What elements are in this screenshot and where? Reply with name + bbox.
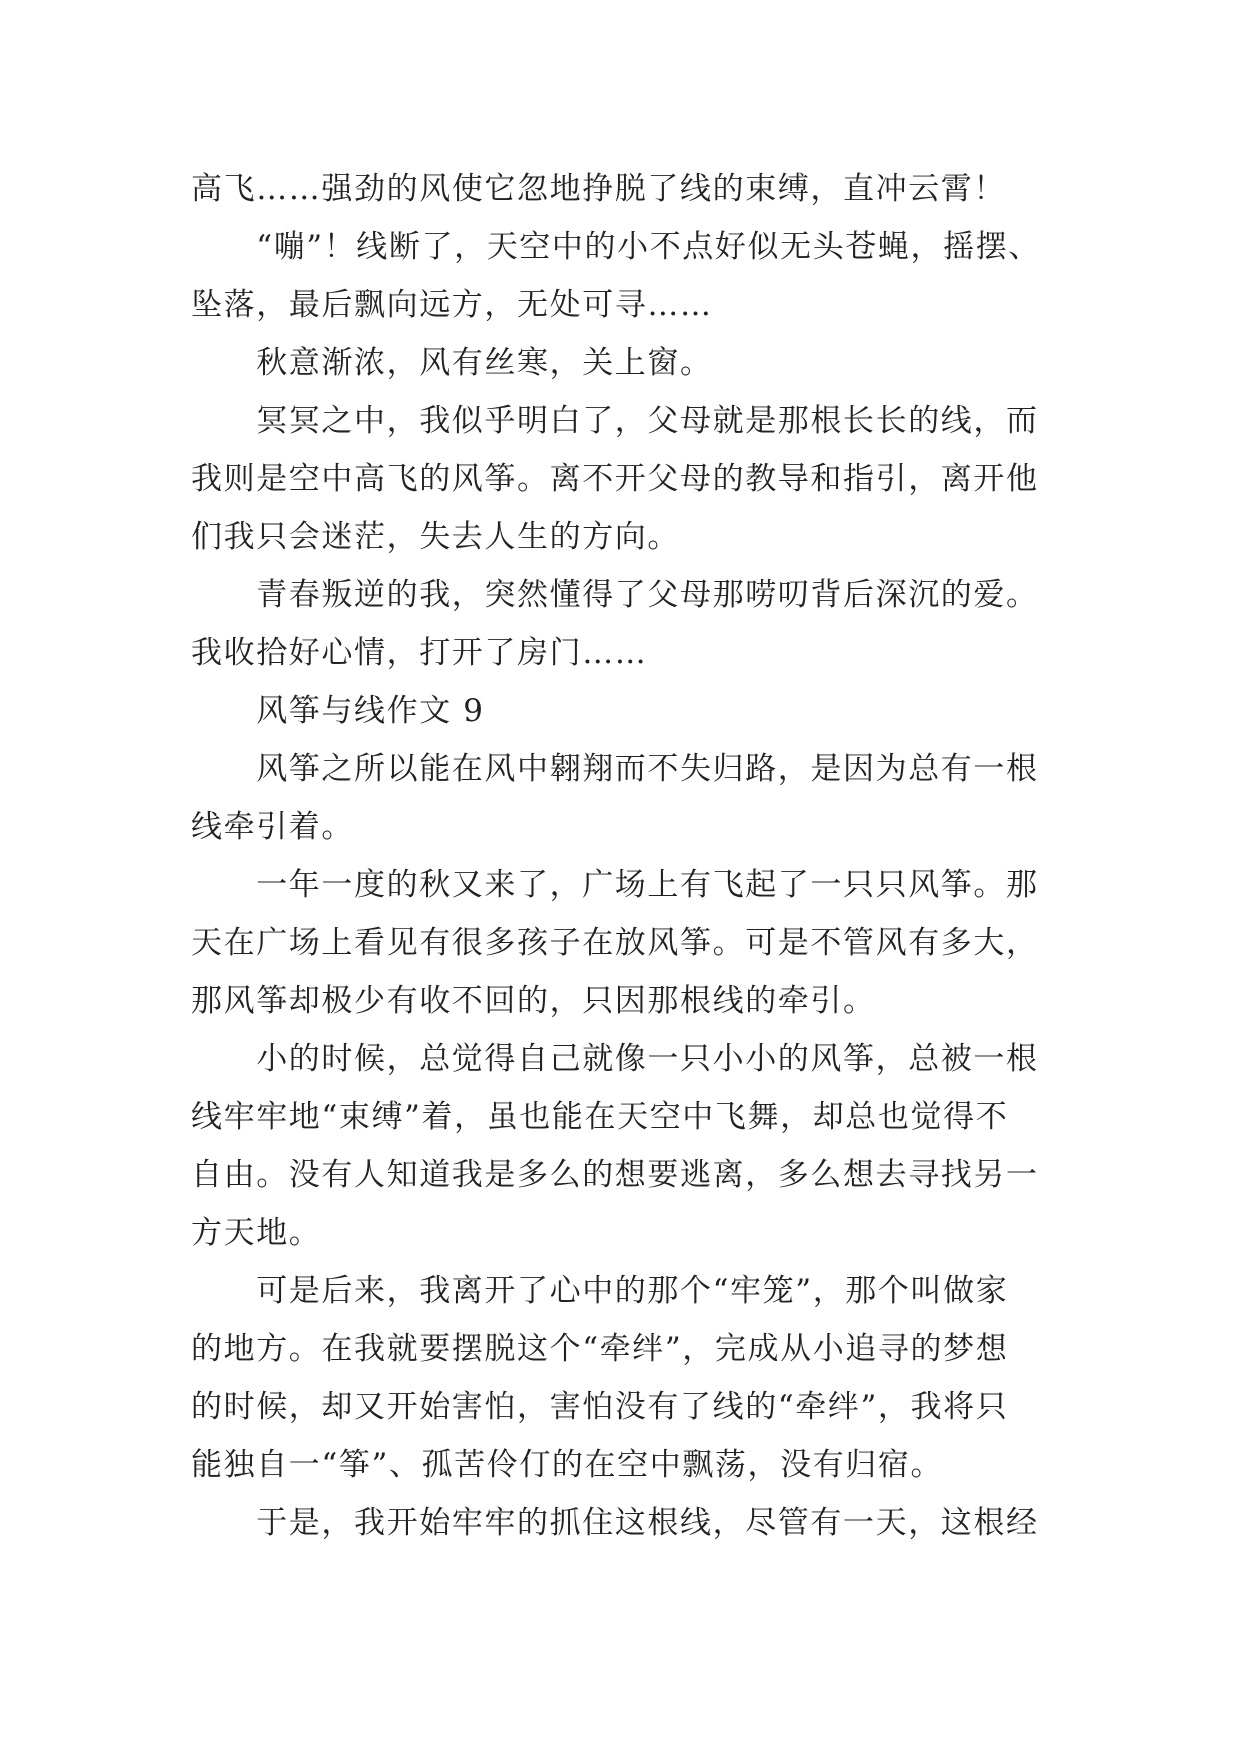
text-line: “嘣”！线断了，天空中的小不点好似无头苍蝇，摇摆、 [191, 229, 1041, 265]
text-line: 可是后来，我离开了心中的那个“牢笼”，那个叫做家 [191, 1273, 1009, 1309]
text-line: 一年一度的秋又来了，广场上有飞起了一只只风筝。那 [191, 867, 1039, 903]
text-line: 能独自一“筝”、孤苦伶仃的在空中飘荡，没有归宿。 [191, 1447, 944, 1483]
text-line: 线牵引着。 [191, 809, 354, 845]
section-heading: 风筝与线作文 9 [191, 693, 485, 729]
text-line: 高飞……强劲的风使它忽地挣脱了线的束缚，直冲云霄！ [191, 171, 1006, 207]
text-line: 们我只会迷茫，失去人生的方向。 [191, 519, 680, 555]
text-line: 的地方。在我就要摆脱这个“牵绊”，完成从小追寻的梦想 [191, 1331, 1009, 1367]
text-line: 坠落，最后飘向远方，无处可寻…… [191, 287, 713, 323]
text-line: 秋意渐浓，风有丝寒，关上窗。 [191, 345, 713, 381]
text-line: 那风筝却极少有收不回的，只因那根线的牵引。 [191, 983, 876, 1019]
text-line: 冥冥之中，我似乎明白了，父母就是那根长长的线，而 [191, 403, 1039, 439]
text-line: 的时候，却又开始害怕，害怕没有了线的“牵绊”，我将只 [191, 1389, 1009, 1425]
document-body [191, 160, 1071, 1552]
text-line: 方天地。 [191, 1215, 322, 1251]
text-line: 我则是空中高飞的风筝。离不开父母的教导和指引，离开他 [191, 461, 1039, 497]
text-line: 青春叛逆的我，突然懂得了父母那唠叨背后深沉的爱。 [191, 577, 1039, 613]
text-line: 天在广场上看见有很多孩子在放风筝。可是不管风有多大， [191, 925, 1039, 961]
text-line: 于是，我开始牢牢的抓住这根线，尽管有一天，这根经 [191, 1505, 1039, 1541]
text-line: 我收拾好心情，打开了房门…… [191, 635, 648, 671]
text-line: 小的时候，总觉得自己就像一只小小的风筝，总被一根 [191, 1041, 1039, 1077]
text-line: 线牢牢地“束缚”着，虽也能在天空中飞舞，却总也觉得不 [191, 1099, 1009, 1135]
text-line: 风筝之所以能在风中翱翔而不失归路，是因为总有一根 [191, 751, 1039, 787]
text-line: 自由。没有人知道我是多么的想要逃离，多么想去寻找另一 [191, 1157, 1039, 1193]
